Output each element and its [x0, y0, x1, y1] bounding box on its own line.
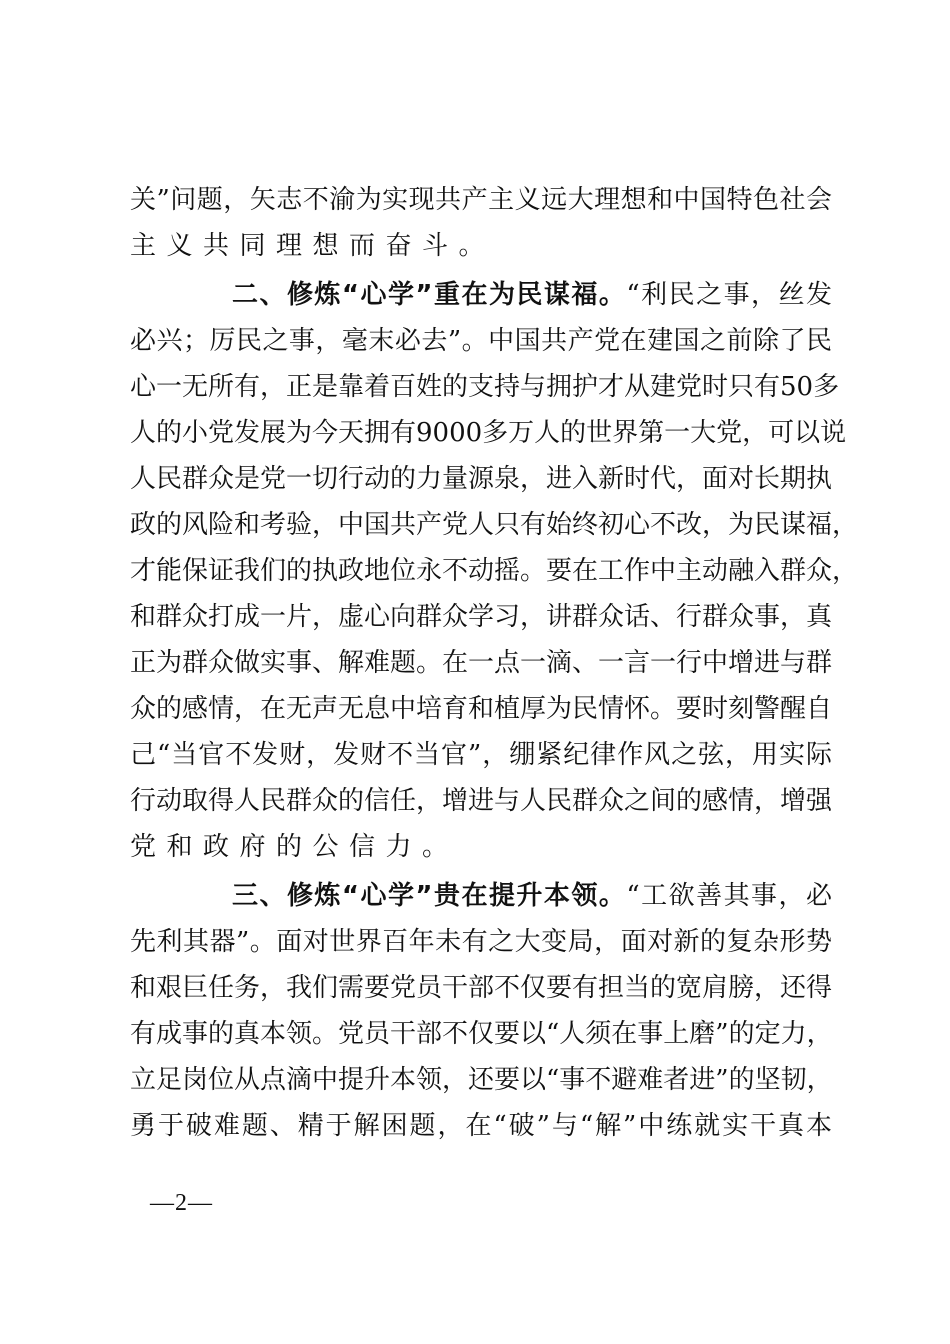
document-body	[130, 177, 859, 1149]
text-line: 政的风险和考验，中国共产党人只有始终初心不改，为民谋福，	[130, 510, 859, 540]
text-line: 必兴；厉民之事，毫末必去”。中国共产党在建国之前除了民	[130, 326, 832, 356]
text-line: 有成事的真本领。党员干部不仅要以“人须在事上磨”的定力，	[130, 1019, 833, 1049]
text-line: 关”问题，矢志不渝为实现共产主义远大理想和中国特色社会	[130, 185, 832, 215]
text-line: 心一无所有，正是靠着百姓的支持与拥护才从建党时只有50多	[130, 372, 840, 402]
text-line: 和艰巨任务，我们需要党员干部不仅要有担当的宽肩膀，还得	[130, 973, 833, 1003]
text-line: 己“当官不发财，发财不当官”，绷紧纪律作风之弦，用实际	[130, 740, 832, 770]
text-line: 行动取得人民群众的信任，增进与人民群众之间的感情，增强	[130, 786, 833, 816]
page-number: —2—	[150, 1190, 213, 1216]
section-heading: 二、修炼“心学”重在为民谋福。	[232, 280, 627, 310]
text-line: 立足岗位从点滴中提升本领，还要以“事不避难者进”的坚韧，	[130, 1065, 833, 1095]
section-heading: 三、修炼“心学”贵在提升本领。	[232, 881, 627, 911]
text-line: 党和政府的公信力。	[130, 832, 459, 862]
text-span: “工欲善其事，必	[626, 881, 832, 911]
text-line: 人民群众是党一切行动的力量源泉，进入新时代，面对长期执	[130, 464, 833, 494]
text-line: 先利其器”。面对世界百年未有之大变局，面对新的复杂形势	[130, 927, 832, 957]
text-line: 和群众打成一片，虚心向群众学习，讲群众话、行群众事，真	[130, 602, 833, 632]
text-line: 正为群众做实事、解难题。在一点一滴、一言一行中增进与群	[130, 648, 833, 678]
section-heading-line	[130, 272, 832, 318]
text-line: 主义共同理想而奋斗。	[130, 231, 496, 261]
text-span: “利民之事，丝发	[626, 280, 832, 310]
section-heading-line	[130, 873, 832, 919]
text-line: 人的小党发展为今天拥有9000多万人的世界第一大党，可以说	[130, 418, 847, 448]
text-line: 众的感情，在无声无息中培育和植厚为民情怀。要时刻警醒自	[130, 694, 833, 724]
text-line: 勇于破难题、精于解困题，在“破”与“解”中练就实干真本	[130, 1111, 832, 1141]
text-line: 才能保证我们的执政地位永不动摇。要在工作中主动融入群众，	[130, 556, 859, 586]
